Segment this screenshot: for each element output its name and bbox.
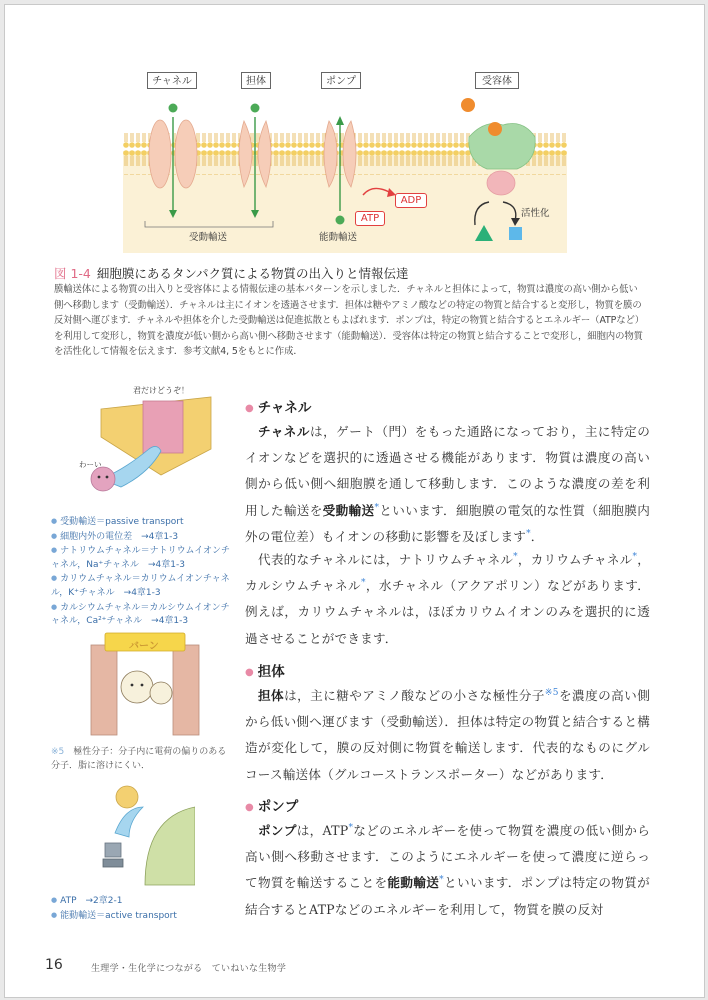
asterisk-sodium: *: [513, 551, 518, 562]
sidebar-note-5: [51, 745, 231, 773]
text-run: は，ゲート（門）をもった通路になっており，主に特定のイオンなどを選択的に透過させる機能があります．物質は濃度の高い側から低い側へ細胞膜を通して移動します．このような濃度の差を利用した輸送を: [245, 424, 650, 518]
term-pump: ポンプ: [258, 823, 297, 838]
sidebar-notes-1: [51, 515, 236, 629]
text-run: は，主に糖やアミノ酸などの小さな極性分子: [284, 688, 545, 703]
membrane-diagram: [123, 65, 567, 253]
note-potassium-channel: ● カリウムチャネル＝カリウムイオンチャネル，K⁺チャネル →4章1-3: [51, 572, 236, 600]
cartoon1-sub: わーい: [79, 460, 102, 469]
note-membrane-potential: ● 細胞内外の電位差 →4章1-3: [51, 530, 236, 545]
text-run: 代表的なチャネルには，ナトリウムチャネル: [258, 552, 514, 567]
text-run: を濃度の高い側から低い側へ運びます（受動輸送）．担体は特定の物質と結合すると構造が変化して，膜の反対側に物質を輸送します．代表的なものにグルコース輸送体（グルコーストランスポーター）などがあります．: [245, 688, 651, 782]
figure-caption-title: [54, 264, 409, 282]
asterisk-calcium: *: [360, 578, 366, 589]
running-footer: 生理学・生化学につながる ていねいな生物学: [91, 964, 287, 974]
text-run: ．: [530, 528, 544, 544]
label-adp: ADP: [395, 193, 427, 208]
term-channel: チャネル: [258, 424, 310, 439]
label-carrier: 担体: [241, 72, 271, 89]
book-page: [4, 4, 705, 998]
note-active-transport: ● 能動輸送＝active transport: [51, 909, 236, 924]
heading-channel: [245, 396, 311, 416]
cartoon1-speech: 君だけどうぞ！: [133, 386, 189, 395]
note-passive-transport: ● 受動輸送＝passive transport: [51, 515, 236, 530]
text-run: は，ATP: [296, 823, 349, 838]
term-active-transport: 能動輸送: [387, 875, 440, 891]
text-run: といいます．細胞膜の電気的な性質（細胞膜内外の電位差）もイオンの移動に影響を及ぼします: [245, 502, 650, 544]
ref-note5: ※5: [544, 687, 559, 698]
pump-cartoon: [85, 777, 195, 887]
note5-text: 極性分子：分子内に電荷の偏りのある分子．脂に溶けにくい．: [51, 747, 227, 771]
figure-number: 図 1-4: [54, 266, 91, 281]
label-receptor: 受容体: [475, 72, 519, 89]
label-channel: チャネル: [147, 72, 197, 89]
note5-mark: ※5: [51, 747, 65, 757]
asterisk-potassium: *: [632, 551, 638, 562]
text-run: ，カルシウムチャネル: [245, 552, 651, 594]
label-passive-transport: 受動輸送: [189, 232, 228, 243]
label-active-transport: 能動輸送: [319, 232, 358, 243]
heading-channel-text: チャネル: [257, 400, 312, 416]
note-calcium-channel: ● カルシウムチャネル＝カルシウムイオンチャネル，Ca²⁺チャネル →4章1-3: [51, 601, 236, 629]
text-run: ，水チャネル（アクアポリン）などがあります．例えば，カリウムチャネルは，ほぼカリウムイオンのみを選択的に透過させることができます．: [245, 578, 650, 646]
membrane-figure: [123, 65, 567, 253]
asterisk-potential: *: [526, 528, 531, 539]
asterisk-passive: *: [374, 502, 380, 513]
paragraph-channel-2: [245, 547, 650, 652]
asterisk-active: *: [439, 875, 444, 886]
page-number: 16: [45, 957, 63, 973]
channel-cartoon: [61, 379, 221, 507]
figure-title: 細胞膜にあるタンパク質による物質の出入りと情報伝達: [96, 266, 409, 281]
label-activation: 活性化: [521, 208, 550, 219]
heading-carrier: [245, 660, 285, 680]
note-atp: ● ATP →2章2-1: [51, 894, 236, 909]
heading-pump-text: ポンプ: [257, 799, 299, 815]
sidebar-notes-2: [51, 894, 236, 923]
cartoon2-text: バーン: [129, 641, 159, 652]
heading-carrier-text: 担体: [257, 664, 285, 680]
text-run: などのエネルギーを使って物質を濃度の低い側から高い側へ移動させます．このようにエネルギーを使って濃度に逆らって物質を輸送することを: [245, 823, 651, 891]
asterisk-atp: *: [348, 822, 354, 833]
text-run: といいます．ポンプは特定の物質が結合するとATPなどのエネルギーを利用して，物質を膜の反対: [245, 875, 650, 917]
label-pump: ポンプ: [321, 72, 361, 89]
note-sodium-channel: ● ナトリウムチャネル＝ナトリウムイオンチャネル，Na⁺チャネル →4章1-3: [51, 544, 236, 572]
term-carrier: 担体: [258, 688, 285, 703]
paragraph-carrier: [245, 683, 650, 788]
text-run: ，カリウムチャネル: [517, 552, 633, 567]
heading-pump: [245, 795, 298, 815]
figure-caption-body: 膜輸送体による物質の出入りと受容体による情報伝達の基本パターンを示しました．チャネルと担体によって，物質は濃度の高い側から低い側へ移動します（受動輸送）．チャネルは主にイオンを透過させます．担体は糖やアミノ酸などの特定の物質と結合すると変形し，物質を膜の反対側へ運びます．チャネルや担体を介した受動輸送は促進拡散ともよばれます．ポンプは，特定の物質と結合するとエネルギー（ATPなど）を利用して変形し，物質を濃度が低い側から高い側へ移動させます（能動輸送）．受容体は特定の物質と結合することで変形し，細胞内の物質を活性化して情報を伝えます．参考文献4, 5をもとに作成．: [54, 284, 643, 358]
paragraph-channel-1: [245, 419, 650, 550]
term-passive-transport: 受動輸送: [322, 502, 375, 518]
paragraph-pump: [245, 818, 650, 923]
label-atp: ATP: [355, 211, 385, 226]
